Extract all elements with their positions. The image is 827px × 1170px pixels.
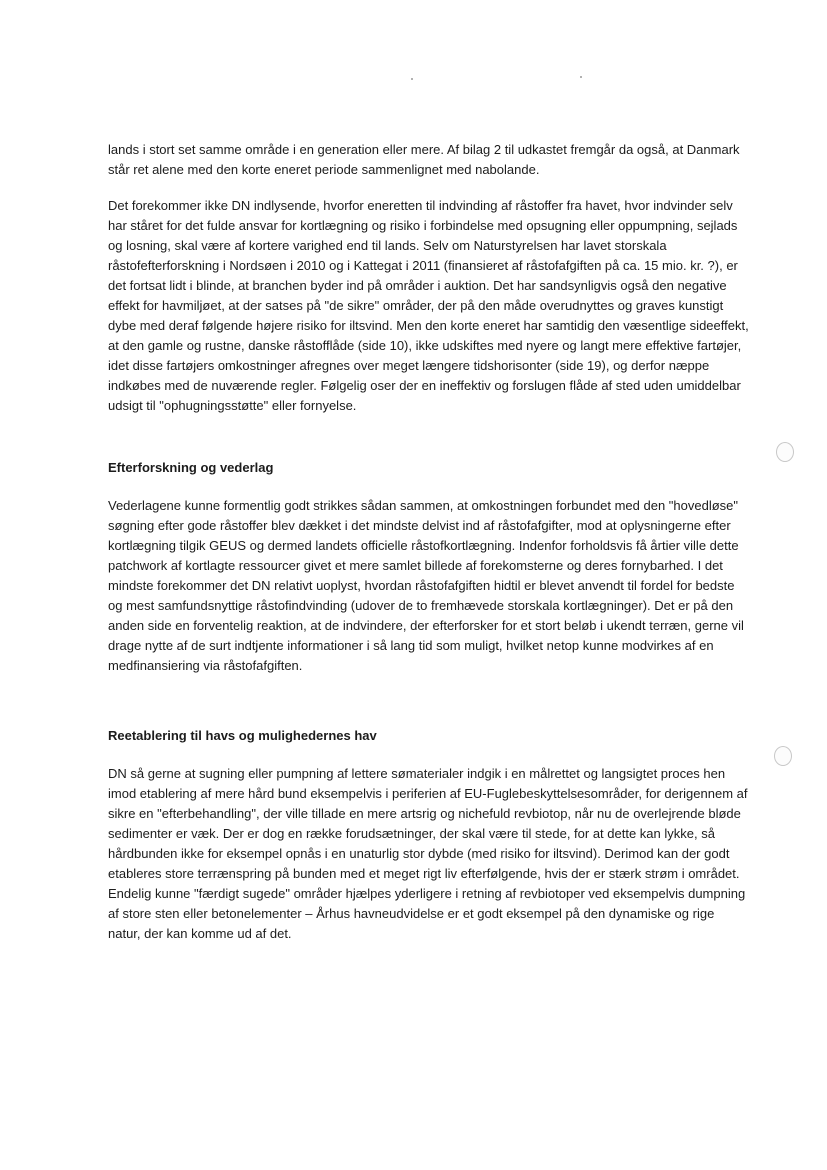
paragraph-1: lands i stort set samme område i en generation eller mere. Af bilag 2 til udkastet fremgår da også, at Danmark står ret alene med den korte eneret periode sammenlignet med nabolande. bbox=[108, 142, 740, 177]
paragraph-2: Det forekommer ikke DN indlysende, hvorfor eneretten til indvinding af råstoffer fra havet, hvor indvinder selv har ståret for det fulde ansvar for kortlægning og risiko i forbindelse med opsugning eller oppumpning, sejlads og losning, skal være af kortere varighed end til lands. Selv om Naturstyrelsen har lavet storskala råstofefterforskning i Nordsøen i 2010 og i Kattegat i 2011 (finansieret af råstofafgiften på ca. 15 mio. kr. ?), er det fortsat lidt i blinde, at branchen byder ind på områder i auktion. Det har sandsynligvis også den negative effekt for havmiljøet, at der satses på "de sikre" områder, der på den måde overudnyttes og graves kunstigt dybe med deraf følgende højere risiko for iltsvind. Men den korte eneret har samtidig den væsentlige sideeffekt, at den gamle og rustne, danske råstofflåde (side 10), ikke udskiftes med nyere og langt mere effektive fartøjer, idet disse fartøjers omkostninger afregnes over meget længere tidshorisonter (side 19), og derfor næppe indkøbes med de nuværende regler. Følgelig oser der en ineffektiv og forslugen flåde af sted uden umiddelbar udsigt til "ophugningsstøtte" eller fornyelse. bbox=[108, 198, 749, 413]
section-heading-reetablering: Reetablering til havs og mulighedernes hav bbox=[108, 728, 377, 743]
section-spacer bbox=[108, 432, 750, 458]
document-body bbox=[108, 140, 750, 960]
section-heading-efterforskning: Efterforskning og vederlag bbox=[108, 460, 274, 475]
punch-hole-top bbox=[776, 442, 794, 462]
scan-speck bbox=[580, 76, 582, 78]
scan-speck bbox=[411, 78, 413, 80]
punch-hole-bottom bbox=[774, 746, 792, 766]
section-spacer bbox=[108, 692, 750, 726]
paragraph-4: DN så gerne at sugning eller pumpning af lettere sømaterialer indgik i en målrettet og langsigtet proces hen imod etablering af mere hård bund eksempelvis i periferien af EU-Fuglebeskyttelsesområder, for derigennem af sikre en "efterbehandling", der ville tillade en mere artsrig og nichefuld revbiotop, når nu de overlejrende bløde sedimenter er væk. Der er dog en række forudsætninger, der skal være til stede, for at dette kan lykke, så hårdbunden ikke for eksempel opnås i en unaturlig stor dybde (med risiko for iltsvind). Derimod kan der godt etableres store terrænspring på bunden med et meget rigt liv efterfølgende, hvis der er stærk strøm i området. Endelig kunne "færdigt sugede" områder hjælpes yderligere i retning af revbiotoper ved eksempelvis dumpning af store sten eller betonelementer – Århus havneudvidelse er et godt eksempel på den dynamiske og rige natur, der kan komme ud af det. bbox=[108, 766, 748, 941]
paragraph-3: Vederlagene kunne formentlig godt strikkes sådan sammen, at omkostningen forbundet med den "hovedløse" søgning efter gode råstoffer blev dækket i det mindste delvist ind af råstofafgifter, mod at oplysningerne efter kortlægning tilgik GEUS og dermed landets officielle råstofkortlægning. Indenfor forholdsvis få årtier ville dette patchwork af kortlagte ressourcer givet et mere samlet billede af forekomsterne og deres fornybarhed. I det mindste forekommer det DN relativt uoplyst, hvordan råstofafgiften hidtil er blevet anvendt til fordel for bedste og mest samfundsnyttige råstofindvinding (udover de to fremhævede storskala kortlægninger). Det er på den anden side en forventelig reaktion, at de indvindere, der efterforsker for et stort beløb i ukendt terræn, gerne vil drage nytte af de surt indtjente informationer i så lang tid som muligt, hvilket netop kunne modvirkes af en medfinansiering via råstofafgiften. bbox=[108, 498, 744, 673]
